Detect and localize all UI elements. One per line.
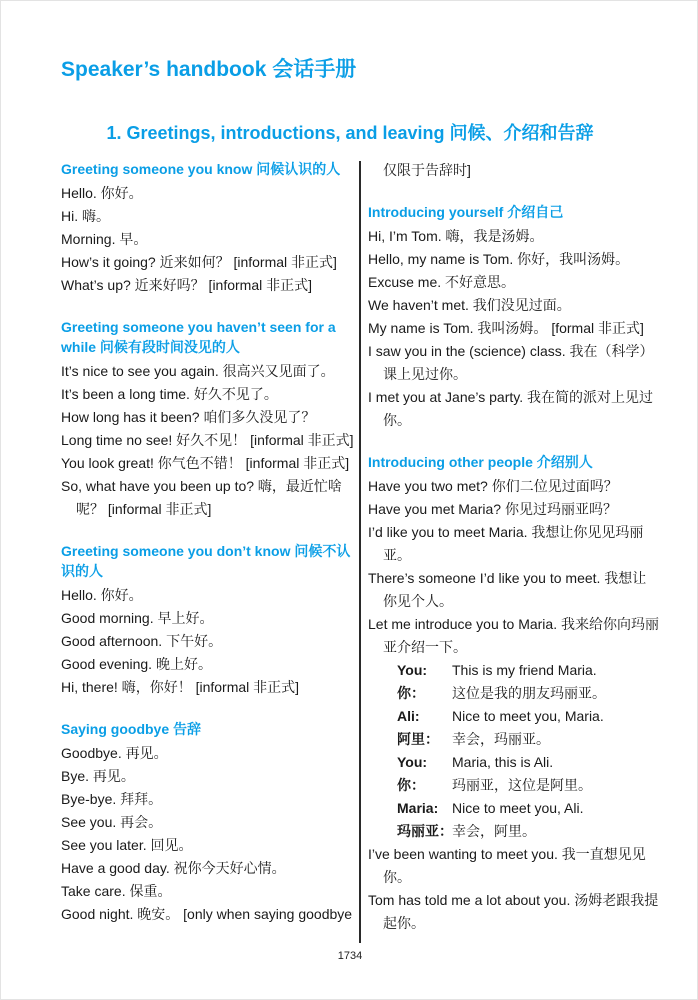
- phrase-entry: Tom has told me a lot about you. 汤姆老跟我提起你。: [368, 892, 659, 931]
- phrase-entry: Good afternoon. 下午好。: [61, 633, 223, 649]
- dialog-speaker: 阿里：: [397, 731, 439, 747]
- dialog-speaker: 你：: [397, 777, 425, 793]
- dialog-line: [397, 751, 660, 774]
- dialog-speaker: You:: [397, 662, 428, 678]
- phrase-entry: How long has it been? 咱们多久没见了？: [61, 409, 316, 425]
- dialog-speaker: 玛丽亚：: [397, 823, 453, 839]
- phrase-entry: Take care. 保重。: [61, 883, 172, 899]
- phrase-entry: Hi, I’m Tom. 嗨，我是汤姆。: [368, 228, 544, 244]
- dialog-line: [397, 728, 660, 751]
- phrase-entry: I’ve been wanting to meet you. 我一直想见见你。: [368, 846, 646, 885]
- phrase-entry: Hello. 你好。: [61, 185, 143, 201]
- phrase-entry: Bye. 再见。: [61, 768, 135, 784]
- phrase-entry: Hello. 你好。: [61, 587, 143, 603]
- phrase-entry: Have you two met? 你们二位见过面吗？: [368, 478, 618, 494]
- phrase-entry: What’s up? 近来好吗？ [informal 非正式]: [61, 277, 313, 293]
- dialog-text: 玛丽亚，这位是阿里。: [452, 777, 592, 793]
- phrase-entry: Hello, my name is Tom. 你好，我叫汤姆。: [368, 251, 630, 267]
- phrase-entry: See you. 再会。: [61, 814, 163, 830]
- left-column: [61, 159, 353, 926]
- dialog-text: 这位是我的朋友玛丽亚。: [452, 685, 606, 701]
- phrase-entry: My name is Tom. 我叫汤姆。 [formal 非正式]: [368, 320, 644, 336]
- dialog-text: This is my friend Maria.: [452, 662, 597, 678]
- phrase-entry: We haven’t met. 我们没见过面。: [368, 297, 571, 313]
- phrase-entry: I’d like you to meet Maria. 我想让你见见玛丽亚。: [368, 524, 644, 563]
- subheading-saying-goodbye: Saying goodbye 告辞: [61, 721, 202, 737]
- right-column: [368, 159, 660, 935]
- dialog-text: Maria, this is Ali.: [452, 754, 554, 770]
- dialog-line: [397, 682, 660, 705]
- dialog-line: [397, 774, 660, 797]
- phrase-entry: Good night. 晚安。 [only when saying goodbye: [61, 906, 353, 922]
- phrase-entry: Good evening. 晚上好。: [61, 656, 212, 672]
- sample-dialog: [397, 659, 660, 843]
- phrase-entry: Bye-bye. 拜拜。: [61, 791, 163, 807]
- page-title: Speaker’s handbook 会话手册: [61, 58, 357, 81]
- phrase-entry: Have you met Maria? 你见过玛丽亚吗？: [368, 501, 617, 517]
- subheading-introducing-others: Introducing other people 介绍别人: [368, 454, 593, 470]
- phrase-entry: It’s been a long time. 好久不见了。: [61, 386, 278, 402]
- dialog-text: Nice to meet you, Ali.: [452, 800, 584, 816]
- subheading-introducing-yourself: Introducing yourself 介绍自己: [368, 204, 564, 220]
- phrase-entry: Hi. 嗨。: [61, 208, 110, 224]
- dialog-text: 幸会，玛丽亚。: [452, 731, 550, 747]
- phrase-entry: Long time no see! 好久不见！ [informal 非正式]: [61, 432, 354, 448]
- phrase-entry: There’s someone I’d like you to meet. 我想让你见个人。: [368, 570, 647, 609]
- column-divider: [359, 161, 361, 943]
- section-title: 1. Greetings, introductions, and leaving 问候、介绍和告辞: [106, 123, 594, 143]
- dialog-line: [397, 797, 660, 820]
- phrase-entry: It’s nice to see you again. 很高兴又见面了。: [61, 363, 335, 379]
- dialog-line: [397, 820, 660, 843]
- phrase-entry: Hi, there! 嗨，你好！ [informal 非正式]: [61, 679, 300, 695]
- phrase-entry: I met you at Jane’s party. 我在简的派对上见过你。: [368, 389, 654, 428]
- dialog-line: [397, 659, 660, 682]
- phrase-entry: I saw you in the (science) class. 我在（科学）课上见过你。: [368, 343, 654, 382]
- phrase-entry: How’s it going? 近来如何？ [informal 非正式]: [61, 254, 337, 270]
- subheading-greeting-not-seen: Greeting someone you haven’t seen for a while 问候有段时间没见的人: [61, 319, 336, 355]
- phrase-entry: Morning. 早。: [61, 231, 148, 247]
- continued-text: 仅限于告辞时]: [383, 162, 471, 178]
- phrase-entry: See you later. 回见。: [61, 837, 193, 853]
- phrase-entry: Have a good day. 祝你今天好心情。: [61, 860, 286, 876]
- phrase-entry: Goodbye. 再见。: [61, 745, 168, 761]
- subheading-greeting-unknown: Greeting someone you don’t know 问候不认识的人: [61, 543, 351, 579]
- subheading-greeting-known: Greeting someone you know 问候认识的人: [61, 161, 341, 177]
- dialog-speaker: 你：: [397, 685, 425, 701]
- page-number: 1734: [337, 950, 363, 962]
- dialog-speaker: Maria:: [397, 800, 439, 816]
- dialog-text: Nice to meet you, Maria.: [452, 708, 604, 724]
- phrase-entry: You look great! 你气色不错！ [informal 非正式]: [61, 455, 350, 471]
- dialog-text: 幸会，阿里。: [452, 823, 536, 839]
- dialog-speaker: Ali:: [397, 708, 420, 724]
- phrase-entry: Let me introduce you to Maria. 我来给你向玛丽亚介绍一下。: [368, 616, 659, 655]
- phrase-entry: So, what have you been up to? 嗨，最近忙啥呢？ [informal 非正式]: [61, 478, 342, 517]
- dialog-line: [397, 705, 660, 728]
- phrase-entry: Good morning. 早上好。: [61, 610, 214, 626]
- dialog-speaker: You:: [397, 754, 428, 770]
- phrase-entry: Excuse me. 不好意思。: [368, 274, 516, 290]
